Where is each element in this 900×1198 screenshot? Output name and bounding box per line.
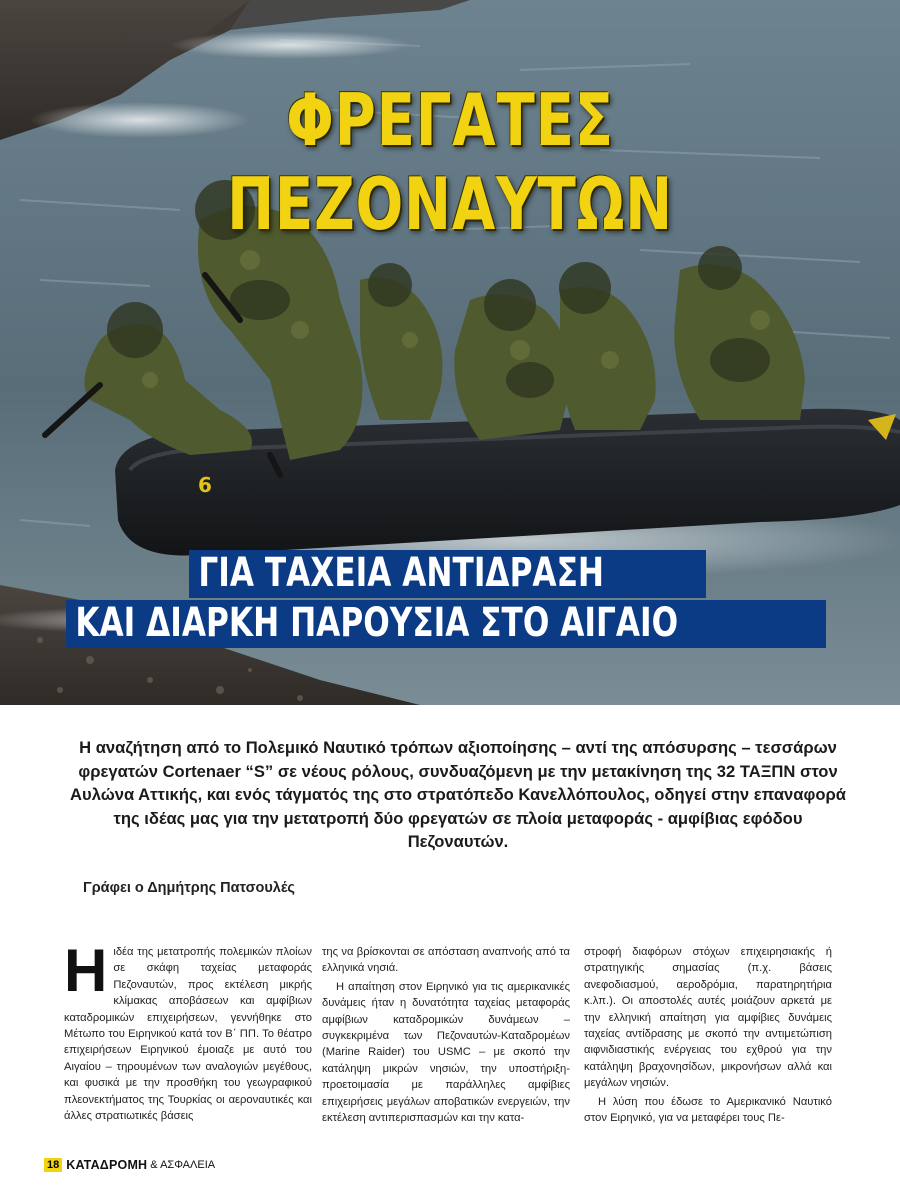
page-number: 18 <box>44 1158 62 1172</box>
article-column-2 <box>322 944 570 1126</box>
body-paragraph: στροφή διαφόρων στόχων επιχειρησιακής ή στρατηγικής σημασίας (π.χ. βάσεις ανεφοδιασμού, αεροδρόμια, παρατηρητήρια κ.λπ.). Οι αποστολές αυτές μοιάζουν αρκετά με την ελληνική απαίτηση για αμφίβιες δυνάμεις ταχείας αντίδρασης με σκοπό την αντιμετώπιση αιφνιδιαστικής ενέργειας του εχθρού για την κατάληψη βραχονησίδων, μικρονήσων αλλά και μεγάλων νησιών. <box>584 946 832 1090</box>
drop-cap: Η <box>64 937 108 1004</box>
body-paragraph <box>64 937 312 1124</box>
body-paragraph: Η λύση που έδωσε το Αμερικανικό Ναυτικό στον Ειρηνικό, για να μεταφέρει τους Πε- <box>584 1095 832 1125</box>
body-paragraph: Η απαίτηση στον Ειρηνικό για τις αμερικανικές δυνάμεις ήταν η δυνατότητα ταχείας μεταφοράς αμφίβιων καταδρομικών δυνάμεων – συγκεκριμένα των Πεζοναυτών-Καταδρομέων (Marine Raider) του USMC – με σκοπό την κατάληψη μικρών νησιών, την υποστήριξη-προετοιμασία με παράλληλες αμφίβιες επιχειρήσεις μεγάλων αποβατικών ενεργειών, την εκτέλεση αντιπερισπασμών και την κατα- <box>322 980 570 1125</box>
subtitle-line-1: ΓΙΑ ΤΑΧΕΙΑ ΑΝΤΙΔΡΑΣΗ <box>189 550 706 598</box>
subtitle-line-2: ΚΑΙ ΔΙΑΡΚΗ ΠΑΡΟΥΣΙΑ ΣΤΟ ΑΙΓΑΙΟ <box>66 600 826 648</box>
body-paragraph: της να βρίσκονται σε απόσταση αναπνοής από τα ελληνικά νησιά. <box>322 946 570 975</box>
lead-paragraph: Η αναζήτηση από το Πολεμικό Ναυτικό τρόπων αξιοποίησης – αντί της απόσυρσης – τεσσάρων φρεγατών Cortenaer “S” σε νέους ρόλους, συνδυαζόμενη με την μετακίνηση της 32 ΤΑΞΠΝ στον Αυλώνα Αττικής, και ενός τάγματός της στο στρατόπεδο Κανελλόπουλος, οδηγεί στην επαναφορά της ιδέας μας για την μετατροπή δύο φρεγατών σε πλοία μεταφοράς - αμφίβιας εφόδου Πεζοναυτών. <box>70 738 846 851</box>
article-column-1 <box>64 937 312 1124</box>
body-text: ιδέα της μετατροπής πολεμικών πλοίων σε σκάφη ταχείας μεταφοράς Πεζοναυτών, προς εκτέλεση μικρής κλίμακας αποβάσεων και αμφίβιων καταδρομικών επιχειρήσεων, γεννήθηκε στο Μέτωπο του Ειρηνικού κατά τον Β΄ ΠΠ. Το θέατρο επιχειρήσεων Ειρηνικού έμοιαζε με αυτό του Αιγαίου – τηρουμένων των αναλογιών μεγέθους, και φυσικά με την προσθήκη του γεωγραφικού πλεονεκτήματος της Τουρκίας οι αεροναυτικές και άλλες στρατιωτικές βάσεις <box>64 946 312 1123</box>
page-footer <box>44 1158 215 1172</box>
byline: Γράφει ο Δημήτρης Πατσουλές <box>83 880 295 896</box>
article-title: ΦΡΕΓΑΤΕΣ ΠΕΖΟΝΑΥΤΩΝ <box>227 78 673 246</box>
magazine-name: ΚΑΤΑΔΡΟΜΗ <box>66 1158 148 1172</box>
magazine-name-suffix: & ΑΣΦΑΛΕΙΑ <box>150 1159 216 1171</box>
boat-number: 6 <box>198 473 212 497</box>
article-column-3 <box>584 944 832 1126</box>
